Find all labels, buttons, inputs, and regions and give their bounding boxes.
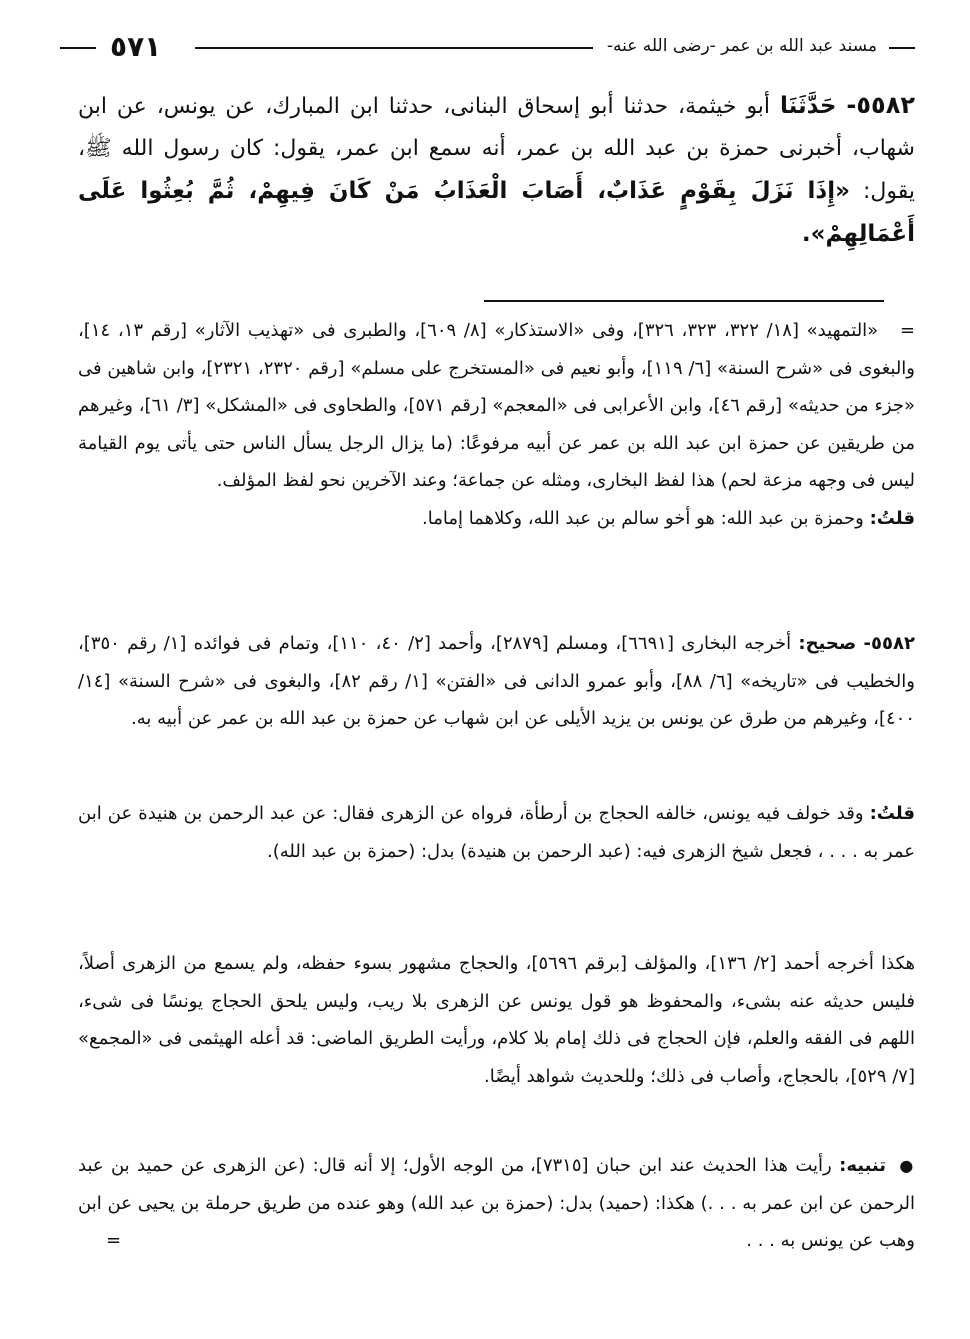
continuation-text: «التمهيد» [١٨/ ٣٢٢، ٣٢٣، ٣٢٦]، وفى «الاستذكار» [٨/ ٦٠٩]، والطبرى فى «تهذيب الآثار» [رقم ١٣، ١٤]، والبغوى فى «شرح السنة» [٦/ ١١٩]، وأبو نعيم فى «المستخرج على مسلم» [رقم ٢٣٢٠، ٢٣٢١]، وابن شاهين فى «جزء من حديثه» [رقم ٤٦]، وابن الأعرابى فى «المعجم» [رقم ٥٧١]، والطحاوى فى «المشكل» [٣/ ٦١]، وغيرهم من طريقين عن حمزة ابن عبد الله بن عمر عن أبيه مرفوعًا: (ما يزال الرجل يسأل الناس حتى يأتى يوم القيامة ليس فى وجهه مزعة لحم) هذا لفظ البخارى، ومثله عن جماعة؛ وعند الآخرين نحو لفظ المؤلف. xyxy=(78,320,916,491)
footnote-qultu-2 xyxy=(78,795,915,870)
qultu-label: قلتُ: xyxy=(869,507,915,529)
tanbih-text: رأيت هذا الحديث عند ابن حبان [٧٣١٥]، من الوجه الأول؛ إلا أنه قال: (عن الزهرى عن حميد بن عبد الرحمن عن ابن عمر به . . .) هكذا: (حميد) بدل: (حمزة بن عبد الله) وهو عنده من طريق حرملة بن يحيى عن ابن وهب عن يونس به . . . xyxy=(78,1155,915,1251)
hadith-opening-word: حَدَّثَنَا xyxy=(779,93,837,119)
footnote-entry xyxy=(78,625,915,738)
tanbih-label: تنبيه: xyxy=(839,1155,887,1176)
running-title: مسند عبد الله بن عمر -رضى الله عنه- xyxy=(606,36,877,56)
qultu-note-1: وحمزة بن عبد الله: هو أخو سالم بن عبد الله، وكلاهما إماما. xyxy=(422,507,864,529)
footnote-separator xyxy=(484,300,884,302)
continuation-mark: = xyxy=(899,320,915,341)
footnote-tanbih xyxy=(78,1147,915,1260)
footnote-number: ٥٥٨٢- xyxy=(863,633,915,654)
bullet-icon: ● xyxy=(899,1156,915,1175)
qultu-note-2: وقد خولف فيه يونس، خالفه الحجاج بن أرطأة، فرواه عن الزهرى فقال: عن عبد الرحمن بن هنيدة عن ابن عمر به . . . ، فجعل شيخ الزهرى فيه: (عبد الرحمن بن هنيدة) بدل: (حمزة بن عبد الله). xyxy=(78,803,915,862)
header-dash-left xyxy=(60,47,96,49)
header-dash-right xyxy=(889,47,915,49)
hadith-number: ٥٥٨٢- xyxy=(846,91,915,119)
hadith-matn: «إِذَا نَزَلَ بِقَوْمٍ عَذَابٌ، أَصَابَ الْعَذَابُ مَنْ كَانَ فِيهِمْ، ثُمَّ بُعِثُوا عَلَى أَعْمَالِهِمْ». xyxy=(78,178,915,247)
hadith-text xyxy=(78,84,915,256)
header-rule xyxy=(195,47,593,49)
continues-mark: = xyxy=(106,1230,122,1251)
footnote-continuation xyxy=(78,312,915,537)
grade-label: صحيح: xyxy=(798,633,857,654)
hadith-isnad: أبو خيثمة، حدثنا أبو إسحاق البنانى، حدثنا ابن المبارك، عن يونس، عن ابن شهاب، أخبرنى حمزة بن عبد الله بن عمر، أنه سمع ابن عمر، يقول: كان رسول الله ﷺ، يقول: xyxy=(78,94,915,204)
takhrij-text: أخرجه البخارى [٦٦٩١]، ومسلم [٢٨٧٩]، وأحمد [٢/ ٤٠، ١١٠]، وتمام فى فوائده [١/ رقم ٣٥٠]، والخطيب فى «تاريخه» [٦/ ٨٨]، وأبو عمرو الدانى فى «الفتن» [١/ رقم ٨٢]، والبغوى فى «شرح السنة» [١٤/ ٤٠٠]، وغيرهم من طرق عن يونس بن يزيد الأيلى عن ابن شهاب عن حمزة بن عبد الله بن عمر عن أبيه به. xyxy=(78,633,915,729)
footnote-paragraph xyxy=(78,945,915,1095)
qultu-label: قلتُ: xyxy=(869,803,915,824)
discussion-paragraph: هكذا أخرجه أحمد [٢/ ١٣٦]، والمؤلف [برقم ٥٦٩٦]، والحجاج مشهور بسوء حفظه، ولم يسمع من الزهرى أصلاً، فليس حديثه عنه بشىء، والمحفوظ هو قول يونس عن الزهرى بلا ريب، وليس يلحق الحجاج يونسًا فى شىء، اللهم فى الفقه والعلم، فإن الحجاج فى ذلك إمام بلا كلام، ورأيت الطريق الماضى: قد أعله الهيثمى فى «المجمع» [٧/ ٥٢٩]، بالحجاج، وأصاب فى ذلك؛ وللحديث شواهد أيضًا. xyxy=(78,953,916,1087)
page-number: ٥٧١ xyxy=(110,30,162,63)
running-header xyxy=(60,28,915,68)
